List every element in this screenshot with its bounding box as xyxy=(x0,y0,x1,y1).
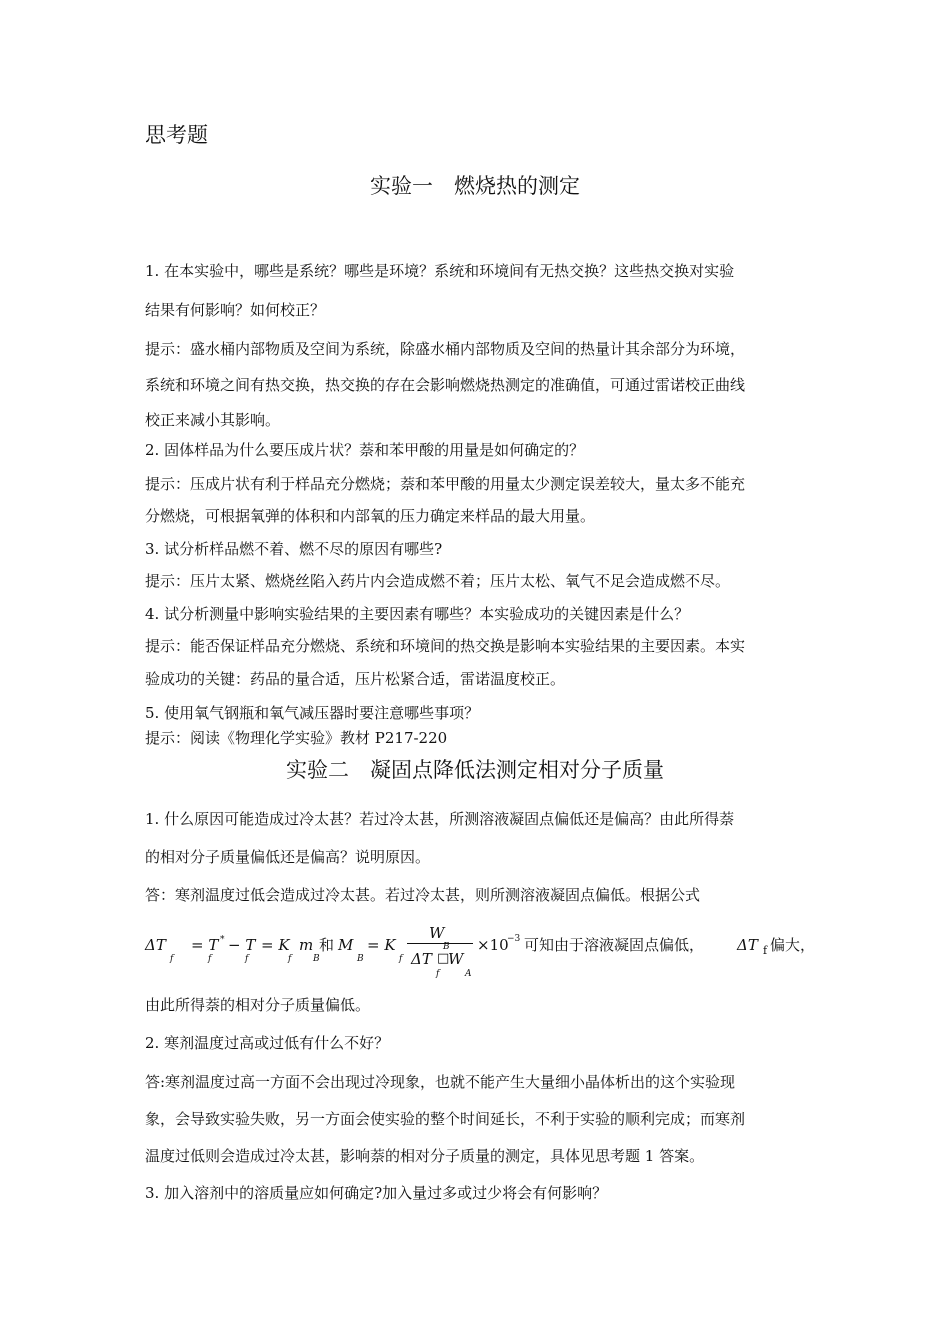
formula-m: m xyxy=(299,936,314,954)
exp2-answer-1-line2: 由此所得萘的相对分子质量偏低。 xyxy=(145,996,371,1014)
formula-star: * xyxy=(220,935,225,945)
exp2-question-1-line2: 的相对分子质量偏低还是偏高？说明原因。 xyxy=(145,848,431,866)
formula-delta-t: ΔT xyxy=(145,936,166,954)
formula-sub-f3: f xyxy=(245,954,249,964)
exp1-answer-3: 提示：压片太紧、燃烧丝陷入药片内会造成燃不着；压片太松、氧气不足会造成燃不尽。 xyxy=(145,572,731,590)
exp1-answer-2-line1: 提示：压成片状有利于样品充分燃烧；萘和苯甲酸的用量太少测定误差较大，量太多不能充 xyxy=(145,475,746,493)
exp1-answer-2-line2: 分燃烧，可根据氧弹的体积和内部氧的压力确定来样品的最大用量。 xyxy=(145,507,596,525)
formula-sub-a: A xyxy=(465,969,472,979)
exp2-answer-1-line1: 答：寒剂温度过低会造成过冷太甚。若过冷太甚，则所测溶液凝固点偏低。根据公式 xyxy=(145,886,701,904)
formula-fraction-bar xyxy=(407,943,473,944)
exp1-question-1-line2: 结果有何影响？如何校正？ xyxy=(145,301,326,319)
formula-box: □ xyxy=(437,951,450,966)
formula-sub-f5: f xyxy=(399,954,403,964)
formula-sub-b2: B xyxy=(357,954,364,964)
formula-times: ×10 xyxy=(477,936,509,954)
formula-m-capital: M xyxy=(338,936,354,954)
exp2-answer-2-line1: 答:寒剂温度过高一方面不会出现过冷现象，也就不能产生大量细小晶体析出的这个实验现 xyxy=(145,1073,736,1091)
formula-and: 和 xyxy=(319,936,335,954)
formula-tail-sub-f: f xyxy=(763,944,768,957)
exp1-question-1-line1: 1. 在本实验中，哪些是系统？哪些是环境？系统和环境间有无热交换？这些热交换对实验 xyxy=(145,262,735,280)
exp2-question-3: 3. 加入溶剂中的溶质量应如何确定?加入量过多或过少将会有何影响？ xyxy=(145,1184,608,1202)
exp2-question-2: 2. 寒剂温度过高或过低有什么不好？ xyxy=(145,1034,390,1052)
formula-tail-delta-t: ΔT xyxy=(737,936,758,954)
exp1-answer-4-line1: 提示：能否保证样品充分燃烧、系统和环境间的热交换是影响本实验结果的主要因素。本实 xyxy=(145,637,746,655)
formula-sub-b3: B xyxy=(443,942,450,952)
formula-sub-f: f xyxy=(170,954,174,964)
exp1-answer-1-line2: 系统和环境之间有热交换，热交换的存在会影响燃烧热测定的准确值，可通过雷诺校正曲线 xyxy=(145,376,746,394)
formula-sub-b: B xyxy=(313,954,320,964)
exp1-answer-1-line1: 提示：盛水桶内部物质及空间为系统，除盛水桶内部物质及空间的热量计其余部分为环境， xyxy=(145,340,746,358)
formula-sub-f2: f xyxy=(208,954,212,964)
exp2-question-1-line1: 1. 什么原因可能造成过冷太甚？若过冷太甚，所测溶液凝固点偏低还是偏高？由此所得萘 xyxy=(145,810,735,828)
formula-sub-f6: f xyxy=(436,969,440,979)
formula-eq-t: = T xyxy=(191,936,219,954)
exp1-question-4: 4. 试分析测量中影响实验结果的主要因素有哪些？本实验成功的关键因素是什么？ xyxy=(145,605,690,623)
exp2-answer-2-line2: 象，会导致实验失败，另一方面会使实验的整个时间延长，不利于实验的顺利完成；而寒剂 xyxy=(145,1110,746,1128)
formula-tail-text: 偏大， xyxy=(770,936,816,954)
exp1-answer-4-line2: 验成功的关键：药品的量合适，压片松紧合适，雷诺温度校正。 xyxy=(145,670,566,688)
experiment-1-title: 实验一 燃烧热的测定 xyxy=(370,174,580,198)
freezing-point-formula xyxy=(145,922,815,982)
exp1-answer-5: 提示：阅读《物理化学实验》教材 P217-220 xyxy=(145,729,448,747)
exp1-question-5: 5. 使用氧气钢瓶和氧气减压器时要注意哪些事项？ xyxy=(145,704,480,722)
formula-eq-k2: = K xyxy=(367,936,396,954)
formula-eq-k: = K xyxy=(261,936,290,954)
formula-denominator-w: W xyxy=(448,950,464,968)
page-heading: 思考题 xyxy=(145,123,208,147)
exp1-question-2: 2. 固体样品为什么要压成片状？萘和苯甲酸的用量是如何确定的？ xyxy=(145,441,585,459)
exp1-question-3: 3. 试分析样品燃不着、燃不尽的原因有哪些? xyxy=(145,540,443,558)
experiment-2-title: 实验二 凝固点降低法测定相对分子质量 xyxy=(286,758,664,782)
formula-numerator-w: W xyxy=(429,924,445,942)
exp2-answer-2-line3: 温度过低则会造成过冷太甚，影响萘的相对分子质量的测定，具体见思考题 1 答案。 xyxy=(145,1147,705,1165)
formula-minus-t: − T xyxy=(228,936,256,954)
formula-denominator-delta-t: ΔT xyxy=(411,950,432,968)
formula-text-after: 可知由于溶液凝固点偏低， xyxy=(524,936,705,954)
exp1-answer-1-line3: 校正来减小其影响。 xyxy=(145,411,281,429)
formula-exponent: −3 xyxy=(507,934,521,944)
formula-sub-f4: f xyxy=(288,954,292,964)
